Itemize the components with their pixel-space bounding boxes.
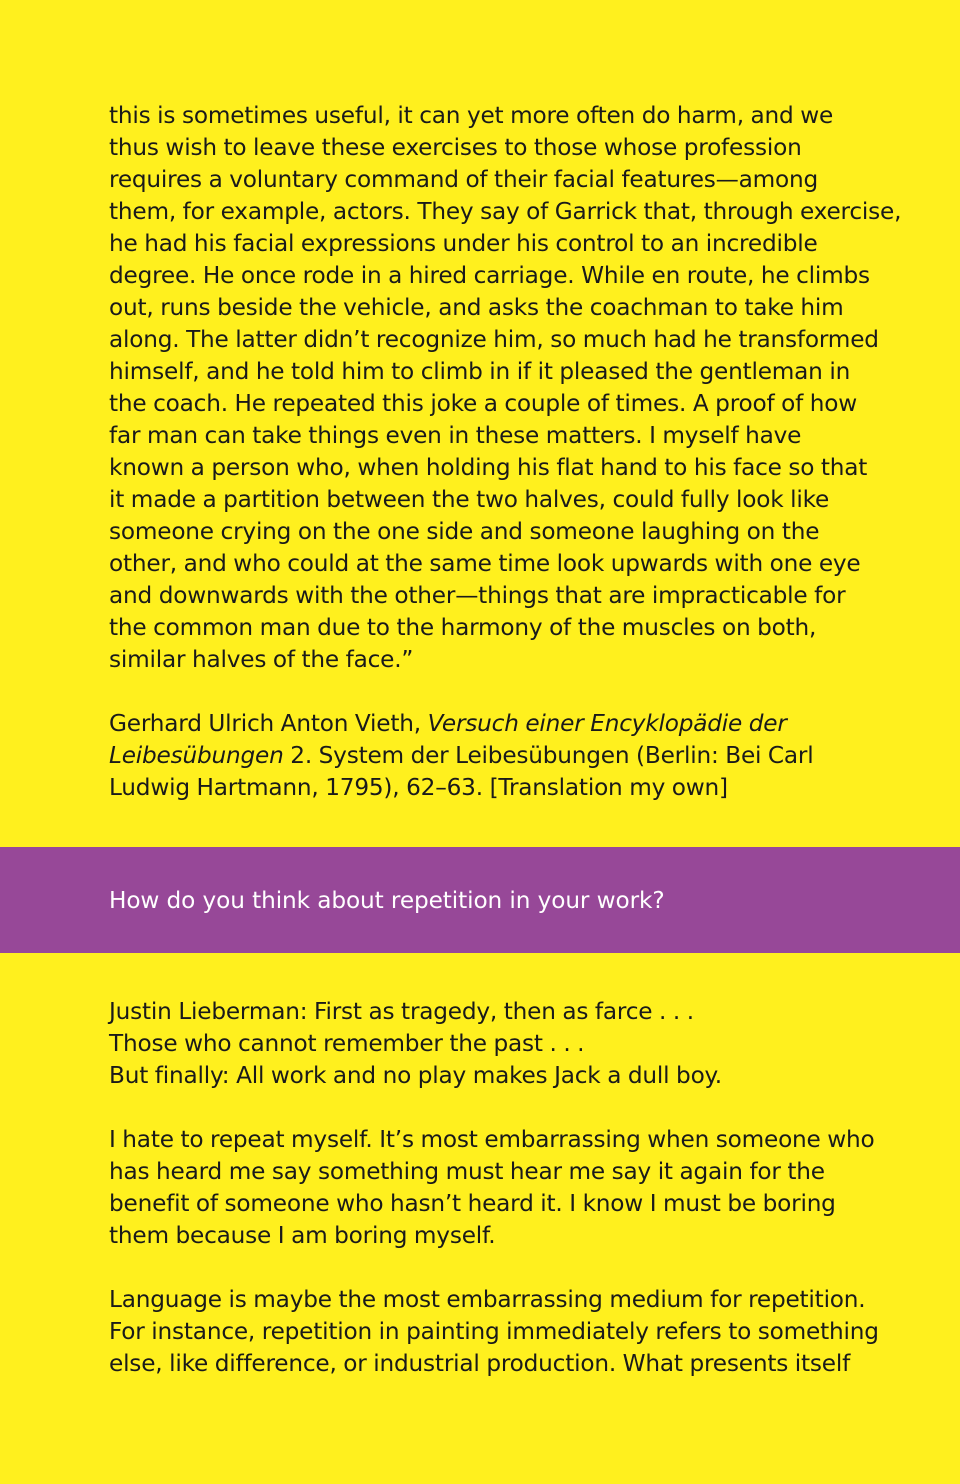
quote-paragraph [109, 100, 902, 676]
text-line: other, and who could at the same time look upwards with one eye [109, 550, 861, 577]
text-line: For instance, repetition in painting immediately refers to something [109, 1318, 879, 1345]
interview-question: How do you think about repetition in your work? [109, 887, 665, 914]
text-line: the coach. He repeated this joke a couple of times. A proof of how [109, 390, 857, 417]
text-line: thus wish to leave these exercises to those whose profession [109, 134, 802, 161]
text-line: them, for example, actors. They say of Garrick that, through exercise, [109, 198, 902, 225]
text-line: this is sometimes useful, it can yet more often do harm, and we [109, 102, 834, 129]
text-line: the common man due to the harmony of the muscles on both, [109, 614, 817, 641]
answer-paragraph [109, 996, 884, 1092]
text-line: far man can take things even in these matters. I myself have [109, 422, 802, 449]
text-line: out, runs beside the vehicle, and asks the coachman to take him [109, 294, 844, 321]
text-line: and downwards with the other—things that are impracticable for [109, 582, 846, 609]
text-line: himself, and he told him to climb in if it pleased the gentleman in [109, 358, 851, 385]
text-line: along. The latter didn’t recognize him, so much had he transformed [109, 326, 879, 353]
citation-line [109, 740, 884, 772]
question-band [0, 847, 960, 953]
answer-paragraph [109, 1284, 884, 1380]
text-line: But finally: All work and no play makes Jack a dull boy. [109, 1062, 722, 1089]
answer-paragraph [109, 1124, 884, 1252]
citation-title: Leibesübungen [109, 742, 284, 769]
citation-title: Versuch einer Encyklopädie der [427, 710, 787, 737]
text-line: degree. He once rode in a hired carriage. While en route, he climbs [109, 262, 870, 289]
text-line: benefit of someone who hasn’t heard it. I know I must be boring [109, 1190, 836, 1217]
text-line: else, like difference, or industrial production. What presents itself [109, 1350, 851, 1377]
text-line: Those who cannot remember the past . . . [109, 1030, 585, 1057]
text-line: has heard me say something must hear me say it again for the [109, 1158, 825, 1185]
citation-line: Ludwig Hartmann, 1795), 62–63. [Translation my own] [109, 774, 728, 801]
citation-line [109, 708, 884, 740]
citation [109, 708, 884, 804]
text-line: similar halves of the face.” [109, 646, 414, 673]
citation-author: Gerhard Ulrich Anton Vieth, [109, 710, 428, 737]
text-line: I hate to repeat myself. It’s most embarrassing when someone who [109, 1126, 875, 1153]
text-line: requires a voluntary command of their facial features—among [109, 166, 819, 193]
text-line: Language is maybe the most embarrassing medium for repetition. [109, 1286, 866, 1313]
text-line: them because I am boring myself. [109, 1222, 496, 1249]
citation-details: 2. System der Leibesübungen (Berlin: Bei Carl [283, 742, 814, 769]
text-line: Justin Lieberman: First as tragedy, then as farce . . . [109, 998, 694, 1025]
text-line: someone crying on the one side and someone laughing on the [109, 518, 820, 545]
text-line: it made a partition between the two halves, could fully look like [109, 486, 830, 513]
text-line: known a person who, when holding his flat hand to his face so that [109, 454, 868, 481]
text-line: he had his facial expressions under his control to an incredible [109, 230, 818, 257]
